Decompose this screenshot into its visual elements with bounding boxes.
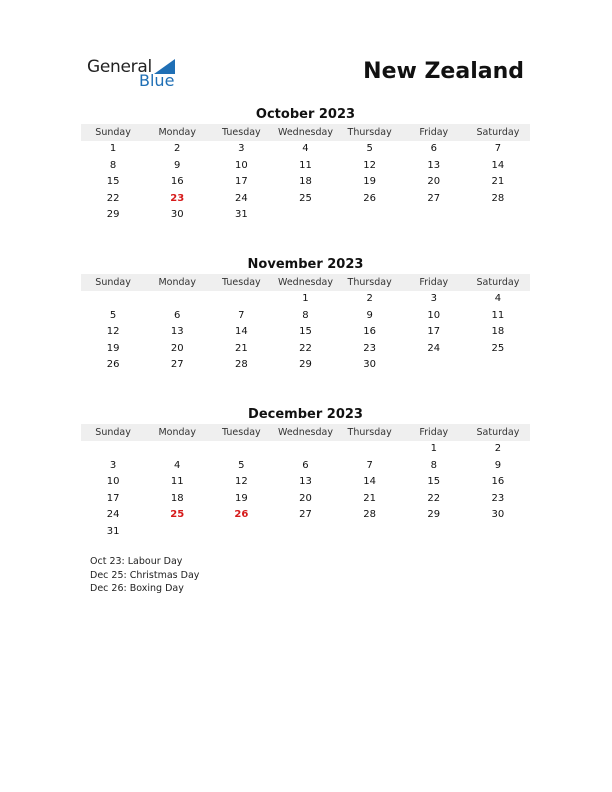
date-cell: 2 xyxy=(494,443,502,454)
date-cell: 9 xyxy=(366,309,373,321)
date-cell: 18 xyxy=(491,326,505,338)
weekday-header: Friday xyxy=(402,274,466,291)
empty-cell xyxy=(273,441,337,458)
date-cell: 5 xyxy=(238,459,245,471)
date-cell: 8 xyxy=(109,159,117,171)
weekday-header: Wednesday xyxy=(273,274,337,291)
date-cell: 6 xyxy=(174,309,181,321)
weekday-header: Saturday xyxy=(466,274,530,291)
date-cell: 20 xyxy=(427,176,441,188)
empty-cell xyxy=(402,524,466,541)
date-cell: 1 xyxy=(302,293,309,304)
empty-cell xyxy=(209,291,273,308)
date-cell: 26 xyxy=(363,192,376,204)
date-cell: 27 xyxy=(299,509,312,521)
empty-cell xyxy=(81,441,145,458)
date-cell: 3 xyxy=(109,459,117,471)
date-cell: 10 xyxy=(106,476,120,488)
date-cell: 29 xyxy=(299,359,312,371)
logo-blue-text: Blue xyxy=(139,71,175,90)
date-cell: 19 xyxy=(234,492,248,504)
empty-cell xyxy=(338,524,402,541)
date-cell: 24 xyxy=(234,192,248,204)
holiday-item: Oct 23: Labour Day xyxy=(90,556,183,567)
date-cell: 20 xyxy=(170,342,184,354)
weekday-header: Saturday xyxy=(466,424,530,441)
date-cell: 16 xyxy=(170,176,184,188)
date-cell: 4 xyxy=(494,293,502,304)
date-cell: 19 xyxy=(363,176,376,188)
date-cell: 30 xyxy=(170,209,184,221)
weekday-header: Sunday xyxy=(81,424,145,441)
date-cell: 13 xyxy=(427,159,441,171)
date-cell: 6 xyxy=(430,143,437,154)
month-title: December 2023 xyxy=(248,407,363,422)
empty-cell xyxy=(209,441,273,458)
empty-cell xyxy=(145,291,209,308)
date-cell: 3 xyxy=(238,143,245,154)
date-cell: 10 xyxy=(427,309,441,321)
date-cell: 31 xyxy=(234,209,248,221)
date-cell: 29 xyxy=(106,209,120,221)
holiday-date-cell: 25 xyxy=(170,509,185,521)
date-cell: 19 xyxy=(106,342,120,354)
date-cell: 15 xyxy=(106,176,120,188)
date-cell: 11 xyxy=(170,476,184,488)
empty-cell xyxy=(209,524,273,541)
weekday-header: Wednesday xyxy=(273,124,337,141)
date-cell: 30 xyxy=(363,359,376,371)
weekday-header: Saturday xyxy=(466,124,530,141)
date-cell: 18 xyxy=(170,492,184,504)
empty-cell xyxy=(273,524,337,541)
date-cell: 4 xyxy=(302,143,309,154)
empty-cell xyxy=(81,291,145,308)
date-cell: 28 xyxy=(491,192,505,204)
weekday-header: Wednesday xyxy=(273,424,337,441)
country-title: New Zealand xyxy=(363,59,524,84)
weekday-header: Thursday xyxy=(338,124,402,141)
date-cell: 24 xyxy=(106,509,120,521)
date-cell: 9 xyxy=(494,459,502,471)
date-cell: 13 xyxy=(170,326,184,338)
date-cell: 31 xyxy=(106,525,120,537)
date-cell: 17 xyxy=(106,492,120,504)
month-december xyxy=(81,406,530,541)
date-cell: 26 xyxy=(106,359,120,371)
empty-cell xyxy=(402,357,466,374)
weekday-header: Sunday xyxy=(81,274,145,291)
weekday-header: Tuesday xyxy=(209,124,273,141)
date-cell: 21 xyxy=(363,492,376,504)
date-cell: 14 xyxy=(363,476,376,488)
date-cell: 27 xyxy=(427,192,441,204)
date-cell: 8 xyxy=(430,459,437,471)
weekday-header: Friday xyxy=(402,424,466,441)
weekday-header: Monday xyxy=(145,274,209,291)
weekday-header: Friday xyxy=(402,124,466,141)
date-cell: 22 xyxy=(299,342,312,354)
date-cell: 8 xyxy=(302,309,309,321)
empty-cell xyxy=(466,357,530,374)
empty-cell xyxy=(145,441,209,458)
date-cell: 13 xyxy=(299,476,312,488)
date-cell: 17 xyxy=(234,176,248,188)
logo-general-text: General xyxy=(87,57,152,77)
month-november xyxy=(81,256,530,374)
empty-cell xyxy=(402,207,466,224)
date-cell: 14 xyxy=(491,159,505,171)
month-title: October 2023 xyxy=(255,107,356,122)
date-cell: 7 xyxy=(238,309,245,321)
weekday-header: Thursday xyxy=(338,424,402,441)
holiday-list xyxy=(90,555,199,596)
empty-cell xyxy=(338,207,402,224)
date-cell: 25 xyxy=(491,342,505,354)
date-cell: 28 xyxy=(234,359,248,371)
date-cell: 16 xyxy=(363,326,376,338)
date-cell: 2 xyxy=(174,143,181,154)
date-cell: 10 xyxy=(234,159,248,171)
weekday-header: Tuesday xyxy=(209,424,273,441)
date-cell: 6 xyxy=(302,459,309,471)
holiday-item: Dec 26: Boxing Day xyxy=(90,583,184,594)
date-cell: 21 xyxy=(234,342,248,354)
date-cell: 22 xyxy=(427,492,441,504)
date-cell: 9 xyxy=(174,159,181,171)
weekday-header: Monday xyxy=(145,424,209,441)
date-cell: 5 xyxy=(109,309,117,321)
month-title: November 2023 xyxy=(247,257,364,272)
weekday-header: Sunday xyxy=(81,124,145,141)
date-cell: 25 xyxy=(299,192,312,204)
date-cell: 28 xyxy=(363,509,376,521)
date-cell: 29 xyxy=(427,509,441,521)
date-cell: 11 xyxy=(299,159,312,171)
weekday-header: Thursday xyxy=(338,274,402,291)
empty-cell xyxy=(145,524,209,541)
logo xyxy=(87,57,187,91)
weekday-header: Tuesday xyxy=(209,274,273,291)
date-cell: 27 xyxy=(170,359,184,371)
date-cell: 24 xyxy=(427,342,441,354)
date-cell: 23 xyxy=(363,342,376,354)
date-cell: 5 xyxy=(366,143,373,154)
date-cell: 12 xyxy=(106,326,120,338)
date-cell: 12 xyxy=(363,159,376,171)
date-cell: 20 xyxy=(299,492,312,504)
date-cell: 18 xyxy=(299,176,312,188)
date-cell: 3 xyxy=(430,293,437,304)
holiday-date-cell: 26 xyxy=(234,509,249,521)
date-cell: 11 xyxy=(491,309,505,321)
date-cell: 15 xyxy=(299,326,312,338)
weekday-header: Monday xyxy=(145,124,209,141)
calendar-grid xyxy=(81,274,530,374)
date-cell: 1 xyxy=(430,443,437,454)
date-cell: 14 xyxy=(234,326,248,338)
date-cell: 7 xyxy=(366,459,373,471)
date-cell: 15 xyxy=(427,476,441,488)
calendar-grid xyxy=(81,124,530,224)
calendar-grid xyxy=(81,424,530,541)
date-cell: 4 xyxy=(174,459,181,471)
empty-cell xyxy=(338,441,402,458)
date-cell: 12 xyxy=(234,476,248,488)
date-cell: 1 xyxy=(109,143,117,154)
empty-cell xyxy=(273,207,337,224)
holiday-item: Dec 25: Christmas Day xyxy=(90,569,200,581)
date-cell: 23 xyxy=(491,492,505,504)
date-cell: 16 xyxy=(491,476,505,488)
date-cell: 22 xyxy=(106,192,120,204)
date-cell: 21 xyxy=(491,176,505,188)
date-cell: 2 xyxy=(366,293,373,304)
empty-cell xyxy=(466,207,530,224)
date-cell: 17 xyxy=(427,326,441,338)
holiday-date-cell: 23 xyxy=(170,192,185,204)
month-october xyxy=(81,106,530,224)
empty-cell xyxy=(466,524,530,541)
date-cell: 30 xyxy=(491,509,505,521)
date-cell: 7 xyxy=(494,143,502,154)
